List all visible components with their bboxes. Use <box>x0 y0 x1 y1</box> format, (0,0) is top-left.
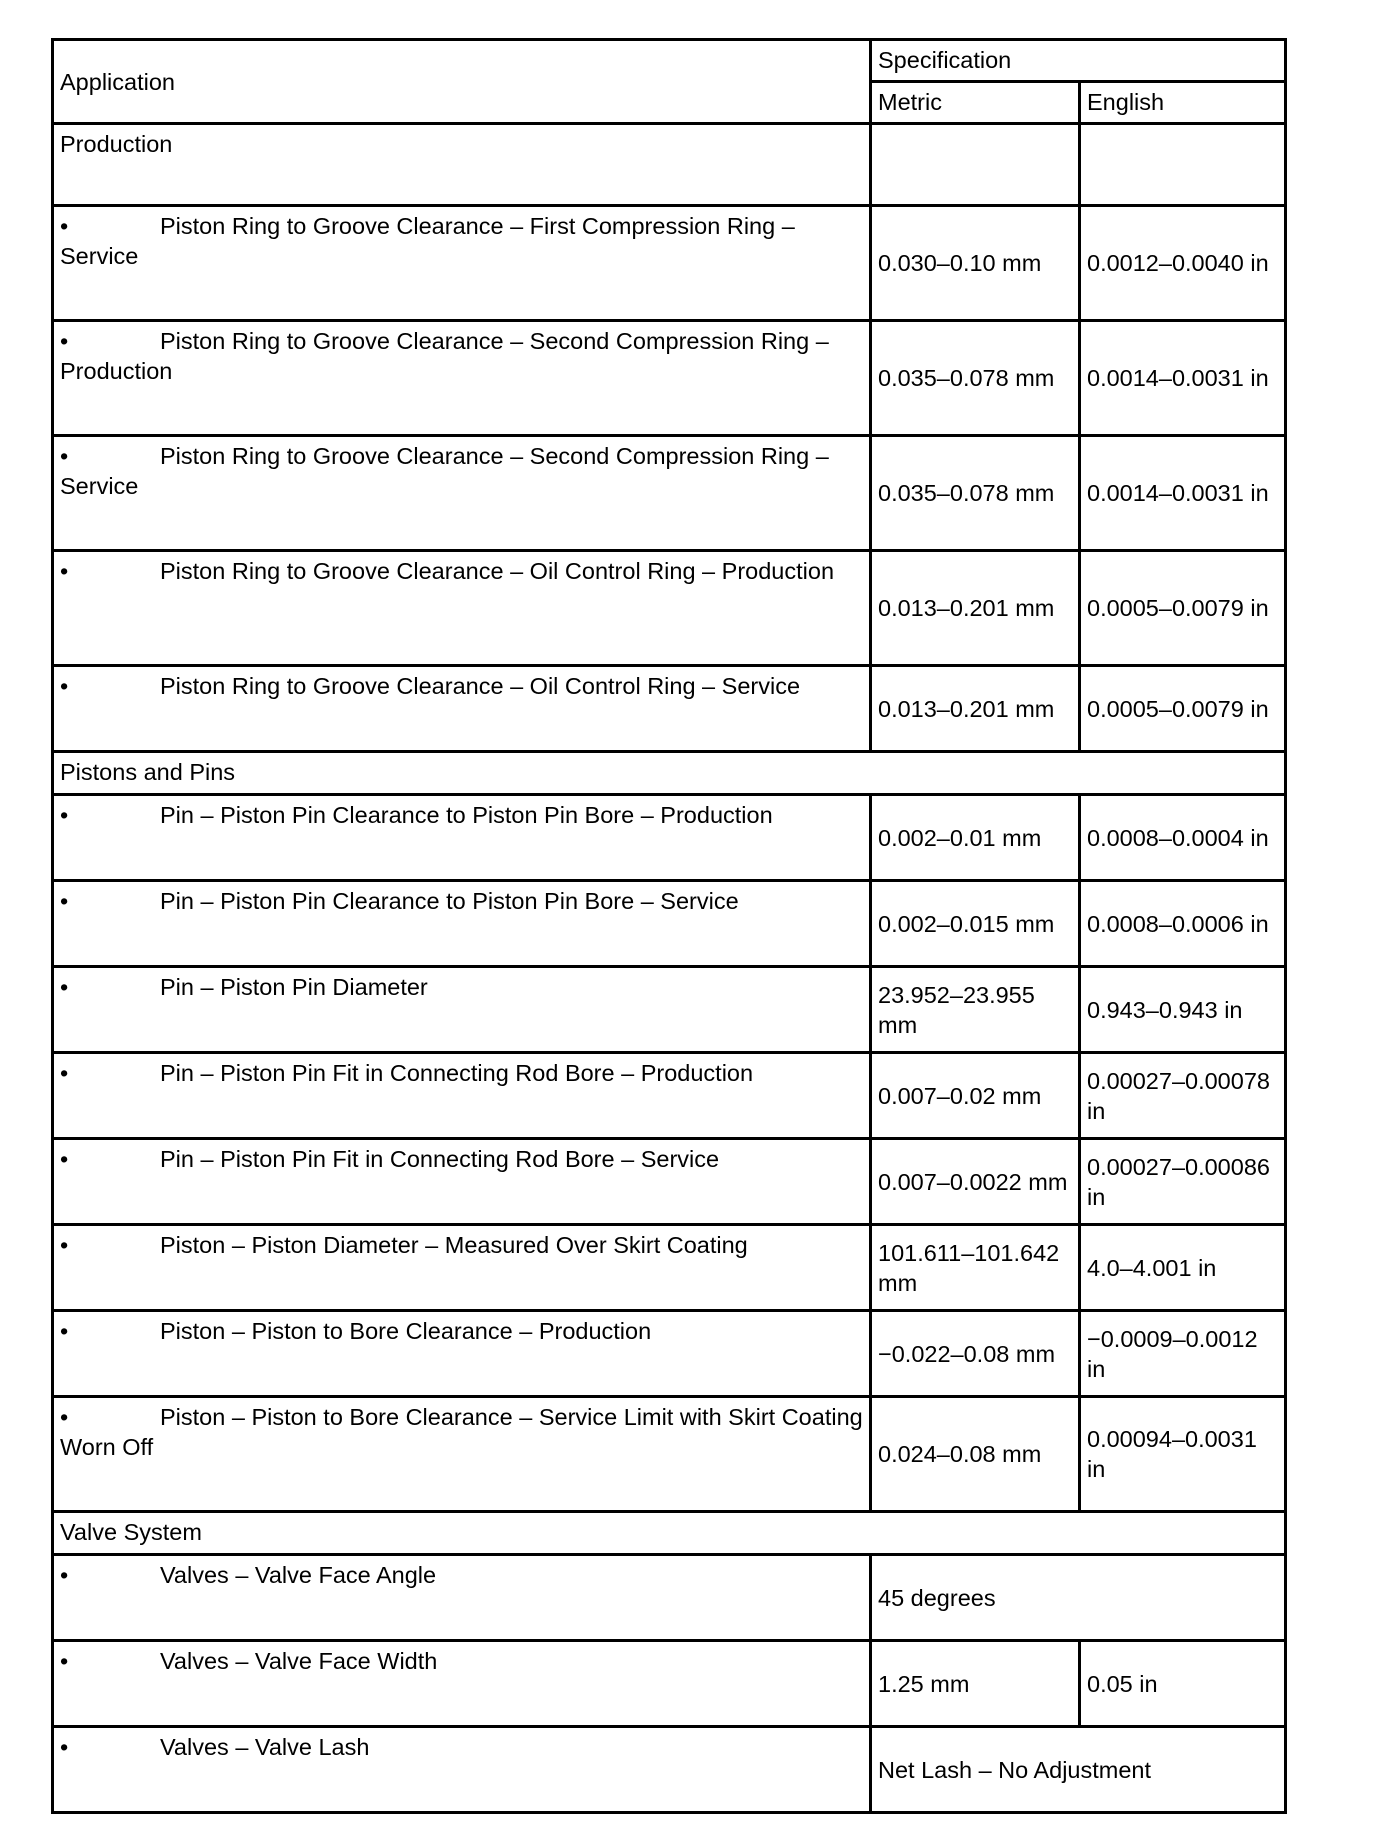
application-text: Piston Ring to Groove Clearance – Second Compression Ring – Service <box>60 443 829 499</box>
application-cell <box>53 1225 871 1311</box>
application-cell <box>53 1727 871 1813</box>
header-metric: Metric <box>871 82 1080 124</box>
application-text: Piston Ring to Groove Clearance – Oil Control Ring – Production <box>160 558 835 584</box>
section-valve-system: Valve System <box>53 1512 1286 1555</box>
english-cell: 0.0014–0.0031 in <box>1080 321 1286 436</box>
empty-cell <box>1080 124 1286 206</box>
application-cell <box>53 881 871 967</box>
metric-cell: 23.952–23.955 mm <box>871 967 1080 1053</box>
metric-cell: 0.013–0.201 mm <box>871 666 1080 752</box>
application-text: Pin – Piston Pin Fit in Connecting Rod Bore – Service <box>160 1146 720 1172</box>
application-text: Piston Ring to Groove Clearance – Oil Control Ring – Service <box>160 673 801 699</box>
application-text: Piston Ring to Groove Clearance – Second Compression Ring – Production <box>60 328 829 384</box>
application-cell <box>53 795 871 881</box>
bullet: • <box>60 974 69 1000</box>
english-cell: 0.00094–0.0031 in <box>1080 1397 1286 1512</box>
metric-cell: 0.035–0.078 mm <box>871 436 1080 551</box>
table-row <box>53 1641 1286 1727</box>
application-text: Valves – Valve Face Width <box>160 1648 438 1674</box>
metric-cell: 0.035–0.078 mm <box>871 321 1080 436</box>
bullet: • <box>60 1562 69 1588</box>
english-cell: 0.05 in <box>1080 1641 1286 1727</box>
header-row <box>53 40 1286 82</box>
application-cell <box>53 666 871 752</box>
bullet: • <box>60 673 69 699</box>
english-cell: 0.0005–0.0079 in <box>1080 666 1286 752</box>
metric-cell: 0.024–0.08 mm <box>871 1397 1080 1512</box>
application-cell <box>53 321 871 436</box>
header-application: Application <box>53 40 871 124</box>
table-row <box>53 1225 1286 1311</box>
application-cell <box>53 1311 871 1397</box>
empty-cell <box>871 124 1080 206</box>
section-production: Production <box>53 124 871 206</box>
application-cell <box>53 967 871 1053</box>
bullet: • <box>60 443 69 469</box>
metric-cell: 0.007–0.02 mm <box>871 1053 1080 1139</box>
application-text: Pin – Piston Pin Clearance to Piston Pin Bore – Service <box>160 888 739 914</box>
bullet: • <box>60 1232 69 1258</box>
english-cell: 0.00027–0.00086 in <box>1080 1139 1286 1225</box>
metric-cell: −0.022–0.08 mm <box>871 1311 1080 1397</box>
english-cell: 0.0005–0.0079 in <box>1080 551 1286 666</box>
header-specification: Specification <box>871 40 1286 82</box>
application-text: Piston – Piston to Bore Clearance – Service Limit with Skirt Coating Worn Off <box>60 1404 863 1460</box>
section-row <box>53 124 1286 206</box>
specification-table <box>51 38 1287 1814</box>
bullet: • <box>60 1318 69 1344</box>
english-cell: 0.0008–0.0006 in <box>1080 881 1286 967</box>
application-text: Piston – Piston to Bore Clearance – Production <box>160 1318 652 1344</box>
english-cell: 0.00027–0.00078 in <box>1080 1053 1286 1139</box>
metric-cell: 0.013–0.201 mm <box>871 551 1080 666</box>
table-row <box>53 321 1286 436</box>
table-row <box>53 551 1286 666</box>
application-cell <box>53 1641 871 1727</box>
specification-cell: Net Lash – No Adjustment <box>871 1727 1286 1813</box>
bullet: • <box>60 802 69 828</box>
bullet: • <box>60 1146 69 1172</box>
header-english: English <box>1080 82 1286 124</box>
english-cell: 0.0014–0.0031 in <box>1080 436 1286 551</box>
section-row <box>53 1512 1286 1555</box>
bullet: • <box>60 1648 69 1674</box>
metric-cell: 0.002–0.01 mm <box>871 795 1080 881</box>
bullet: • <box>60 328 69 354</box>
metric-cell: 0.007–0.0022 mm <box>871 1139 1080 1225</box>
metric-cell: 0.030–0.10 mm <box>871 206 1080 321</box>
application-text: Valves – Valve Lash <box>160 1734 370 1760</box>
application-cell <box>53 551 871 666</box>
application-text: Piston – Piston Diameter – Measured Over Skirt Coating <box>160 1232 748 1258</box>
section-row <box>53 752 1286 795</box>
bullet: • <box>60 1060 69 1086</box>
table-row <box>53 795 1286 881</box>
english-cell: 0.943–0.943 in <box>1080 967 1286 1053</box>
table-row <box>53 1053 1286 1139</box>
metric-cell: 1.25 mm <box>871 1641 1080 1727</box>
bullet: • <box>60 213 69 239</box>
metric-cell: 0.002–0.015 mm <box>871 881 1080 967</box>
table-row <box>53 881 1286 967</box>
application-text: Piston Ring to Groove Clearance – First Compression Ring – Service <box>60 213 795 269</box>
bullet: • <box>60 1404 69 1430</box>
section-pistons-and-pins: Pistons and Pins <box>53 752 1286 795</box>
table-row <box>53 1727 1286 1813</box>
english-cell: 0.0012–0.0040 in <box>1080 206 1286 321</box>
bullet: • <box>60 1734 69 1760</box>
table-row <box>53 1311 1286 1397</box>
application-text: Pin – Piston Pin Diameter <box>160 974 428 1000</box>
application-cell <box>53 1139 871 1225</box>
table-row <box>53 666 1286 752</box>
application-text: Valves – Valve Face Angle <box>160 1562 437 1588</box>
bullet: • <box>60 888 69 914</box>
english-cell: 0.0008–0.0004 in <box>1080 795 1286 881</box>
specification-cell: 45 degrees <box>871 1555 1286 1641</box>
application-cell <box>53 436 871 551</box>
application-cell <box>53 1053 871 1139</box>
table-row <box>53 967 1286 1053</box>
table-row <box>53 1555 1286 1641</box>
table-row <box>53 436 1286 551</box>
english-cell: −0.0009–0.0012 in <box>1080 1311 1286 1397</box>
application-cell <box>53 1397 871 1512</box>
application-cell <box>53 206 871 321</box>
table-row <box>53 1139 1286 1225</box>
application-text: Pin – Piston Pin Fit in Connecting Rod Bore – Production <box>160 1060 754 1086</box>
bullet: • <box>60 558 69 584</box>
metric-cell: 101.611–101.642 mm <box>871 1225 1080 1311</box>
application-cell <box>53 1555 871 1641</box>
table-row <box>53 1397 1286 1512</box>
english-cell: 4.0–4.001 in <box>1080 1225 1286 1311</box>
application-text: Pin – Piston Pin Clearance to Piston Pin Bore – Production <box>160 802 773 828</box>
table-row <box>53 206 1286 321</box>
